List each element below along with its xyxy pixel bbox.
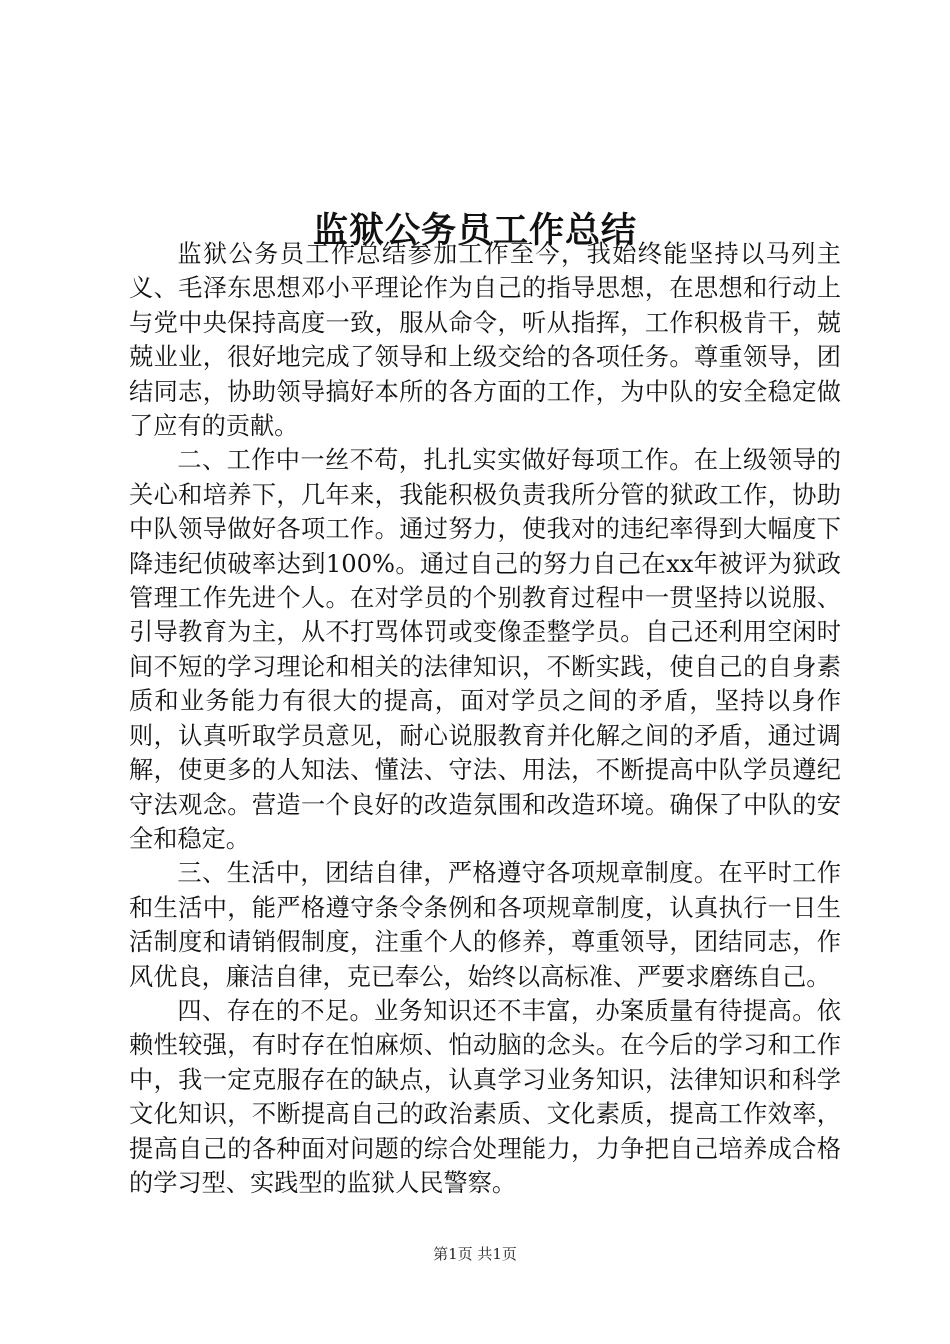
paragraph-4: 四、存在的不足。业务知识还不丰富，办案质量有待提高。依赖性较强，有时存在怕麻烦、怕动脑的念头。在今后的学习和工作中，我一定克服存在的缺点，认真学习业务知识，法律知识和科学文化知识，不断提高自己的政治素质、文化素质，提高工作效率，提高自己的各种面对问题的综合处理能力，力争把自己培养成合格的学习型、实践型的监狱人民警察。	[129, 996, 841, 1197]
paragraph-1: 监狱公务员工作总结参加工作至今，我始终能坚持以马列主义、毛泽东思想邓小平理论作为自己的指导思想，在思想和行动上与党中央保持高度一致，服从命令，听从指挥，工作积极肯干，兢兢业业，很好地完成了领导和上级交给的各项任务。尊重领导，团结同志，协助领导搞好本所的各方面的工作，为中队的安全稳定做了应有的贡献。	[129, 240, 841, 441]
paragraph-2: 二、工作中一丝不苟，扎扎实实做好每项工作。在上级领导的关心和培养下，几年来，我能积极负责我所分管的狱政工作，协助中队领导做好各项工作。通过努力，使我对的违纪率得到大幅度下降违纪侦破率达到100%。通过自己的努力自己在xx年被评为狱政管理工作先进个人。在对学员的个别教育过程中一贯坚持以说服、引导教育为主，从不打骂体罚或变像歪整学员。自己还利用空闲时间不短的学习理论和相关的法律知识，不断实践，使自己的自身素质和业务能力有很大的提高，面对学员之间的矛盾，坚持以身作则，认真听取学员意见，耐心说服教育并化解之间的矛盾，通过调解，使更多的人知法、懂法、守法、用法，不断提高中队学员遵纪守法观念。营造一个良好的改造氛围和改造环境。确保了中队的安全和稳定。	[129, 446, 841, 853]
document-title: 监狱公务员工作总结	[312, 210, 637, 252]
paragraph-3: 三、生活中，团结自律，严格遵守各项规章制度。在平时工作和生活中，能严格遵守条令条例和各项规章制度，认真执行一日生活制度和请销假制度，注重个人的修养，尊重领导，团结同志，作风优良，廉洁自律，克已奉公，始终以高标准、严要求磨练自己。	[129, 859, 841, 991]
document-body	[129, 237, 841, 1200]
page-number-footer: 第1页 共1页	[433, 1245, 517, 1263]
